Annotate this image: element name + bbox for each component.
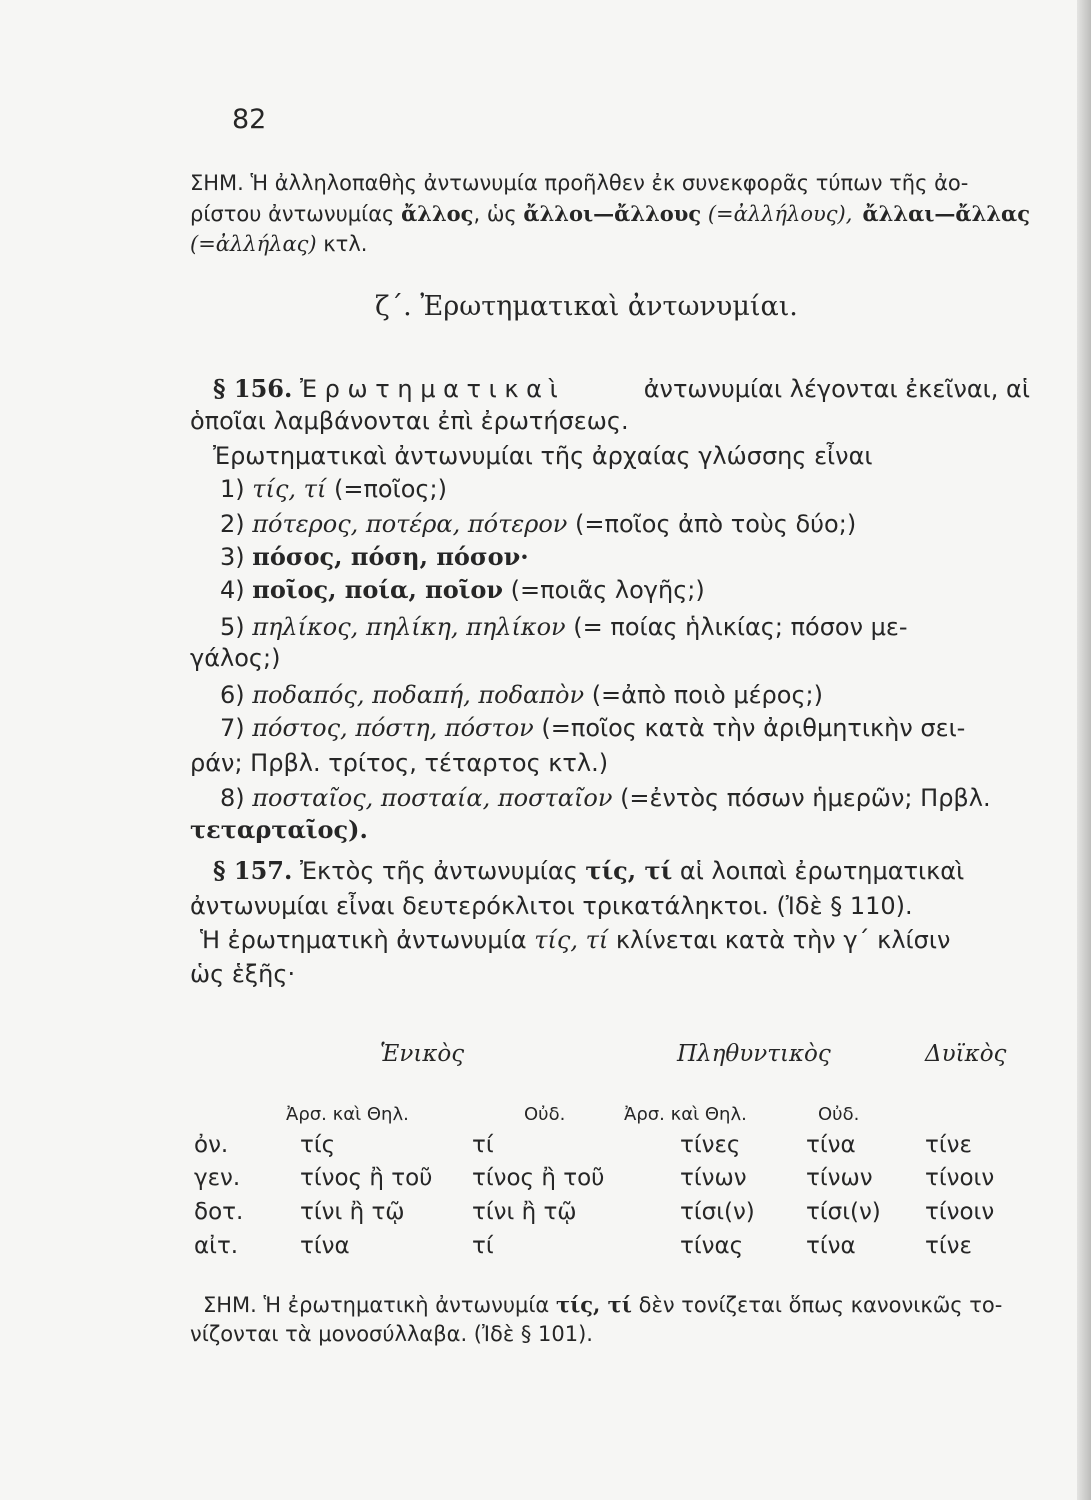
table-row-2-pl-n: τίνων: [806, 1165, 873, 1191]
table-row-1-pl-mf: τίνες: [680, 1132, 741, 1158]
s157-line2: ἀντωνυμίαι εἶναι δευτερόκλιτοι τρικατάληκτοι. (Ἰδὲ § 110).: [190, 892, 913, 920]
word-alloi-allous: ἄλλοι—ἄλλους: [523, 201, 702, 226]
table-header-dual: Δυϊκὸς: [925, 1041, 1007, 1067]
s157-line3: Ἡ ἐρωτηματικὴ ἀντωνυμία τίς, τί κλίνεται κατὰ τὴν γ΄ κλίσιν: [200, 926, 951, 954]
table-row-3-case: δοτ.: [194, 1199, 244, 1225]
table-subhead-pl-neut: Οὐδ.: [818, 1104, 860, 1125]
table-row-2-sg-n: τίνος ἢ τοῦ: [472, 1165, 605, 1191]
note1-line1: ΣΗΜ. Ἡ ἀλληλοπαθὴς ἀντωνυμία προῆλθεν ἐκ συνεκφορᾶς τύπων τῆς ἀο-: [190, 171, 969, 195]
table-row-1-sg-mf: τίς: [300, 1132, 336, 1158]
table-row-4-pl-mf: τίνας: [680, 1233, 744, 1259]
table-subhead-pl-masc-fem: Ἀρσ. καὶ Θηλ.: [624, 1104, 747, 1125]
table-row-4-dual: τίνε: [925, 1233, 972, 1259]
list-item-2: 2) πότερος, ποτέρα, πότερον (=ποῖος ἀπὸ τοὺς δύο;): [220, 510, 857, 538]
table-row-1-sg-n: τί: [472, 1132, 494, 1158]
table-row-1-dual: τίνε: [925, 1132, 972, 1158]
table-row-3-dual: τίνοιν: [925, 1199, 995, 1225]
s156-line3: Ἐρωτηματικαὶ ἀντωνυμίαι τῆς ἀρχαίας γλώσσης εἶναι: [213, 442, 873, 470]
list-item-8: 8) ποσταῖος, ποσταία, ποσταῖον (=ἐντὸς πόσων ἡμερῶν; Πρβλ.: [220, 784, 991, 812]
word-allos: ἄλλος: [401, 201, 474, 226]
section-mark-157: § 157.: [213, 856, 293, 885]
table-row-2-dual: τίνοιν: [925, 1165, 995, 1191]
s157-line1: § 157. Ἐκτὸς τῆς ἀντωνυμίας τίς, τί αἱ λοιπαὶ ἐρωτηματικαὶ: [213, 856, 965, 885]
table-row-4-case: αἰτ.: [194, 1233, 239, 1259]
s156-line1: § 156. Ἐ ρ ω τ η μ α τ ι κ α ὶ ἀντωνυμίαι λέγονται ἐκεῖναι, αἱ: [213, 374, 1030, 403]
list-item-8-cont: τεταρταῖος).: [190, 815, 368, 844]
table-header-singular: Ἑνικὸς: [380, 1041, 465, 1067]
section-heading: ζ΄. Ἐρωτηματικαὶ ἀντωνυμίαι.: [375, 291, 798, 322]
table-subhead-sg-neut: Οὐδ.: [524, 1104, 566, 1125]
section-mark-156: § 156.: [213, 374, 293, 403]
s156-line2: ὁποῖαι λαμβάνονται ἐπὶ ἐρωτήσεως.: [190, 407, 629, 435]
table-row-4-pl-n: τίνα: [806, 1233, 856, 1259]
table-row-2-case: γεν.: [194, 1165, 241, 1191]
note2-line1: ΣΗΜ. Ἡ ἐρωτηματικὴ ἀντωνυμία τίς, τί δὲν τονίζεται ὅπως κανονικῶς το-: [203, 1292, 1003, 1317]
table-row-2-sg-mf: τίνος ἢ τοῦ: [300, 1165, 433, 1191]
list-item-3: 3) πόσος, πόση, πόσον·: [220, 542, 529, 571]
list-item-7: 7) πόστος, πόστη, πόστον (=ποῖος κατὰ τὴν ἀριθμητικὴν σει-: [220, 714, 966, 742]
note1-line3: (=ἀλλήλας) κτλ.: [190, 232, 368, 256]
list-item-7-cont: ράν; Πρβλ. τρίτος, τέταρτος κτλ.): [190, 749, 609, 777]
list-item-5: 5) πηλίκος, πηλίκη, πηλίκον (= ποίας ἡλικίας; πόσον με-: [220, 613, 908, 641]
table-row-3-sg-n: τίνι ἢ τῷ: [472, 1199, 577, 1225]
list-item-4: 4) ποῖος, ποία, ποῖον (=ποιᾶς λογῆς;): [220, 575, 705, 604]
table-row-4-sg-mf: τίνα: [300, 1233, 350, 1259]
table-subhead-sg-masc-fem: Ἀρσ. καὶ Θηλ.: [286, 1104, 409, 1125]
page-number: 82: [232, 104, 267, 135]
table-row-3-sg-mf: τίνι ἢ τῷ: [300, 1199, 405, 1225]
table-header-plural: Πληθυντικὸς: [677, 1041, 831, 1067]
table-row-1-pl-n: τίνα: [806, 1132, 856, 1158]
list-item-5-cont: γάλος;): [190, 644, 281, 672]
list-item-6: 6) ποδαπός, ποδαπή, ποδαπὸν (=ἀπὸ ποιὸ μέρος;): [220, 681, 824, 709]
table-row-2-pl-mf: τίνων: [680, 1165, 747, 1191]
page-edge-shadow: [1077, 0, 1091, 1500]
word-allai-allas: ἄλλαι—ἄλλας: [862, 201, 1030, 226]
s157-line4: ὡς ἑξῆς·: [190, 960, 296, 988]
table-row-3-pl-mf: τίσι(ν): [680, 1199, 755, 1225]
note1-line2: ρίστου ἀντωνυμίας ἄλλος, ὡς ἄλλοι—ἄλλους (=ἀλλήλους), ἄλλαι—ἄλλας: [190, 199, 1030, 229]
table-row-4-sg-n: τί: [472, 1233, 494, 1259]
table-row-1-case: ὀν.: [194, 1132, 229, 1158]
note2-line2: νίζονται τὰ μονοσύλλαβα. (Ἰδὲ § 101).: [190, 1322, 593, 1346]
list-item-1: 1) τίς, τί (=ποῖος;): [220, 475, 447, 503]
table-row-3-pl-n: τίσι(ν): [806, 1199, 881, 1225]
